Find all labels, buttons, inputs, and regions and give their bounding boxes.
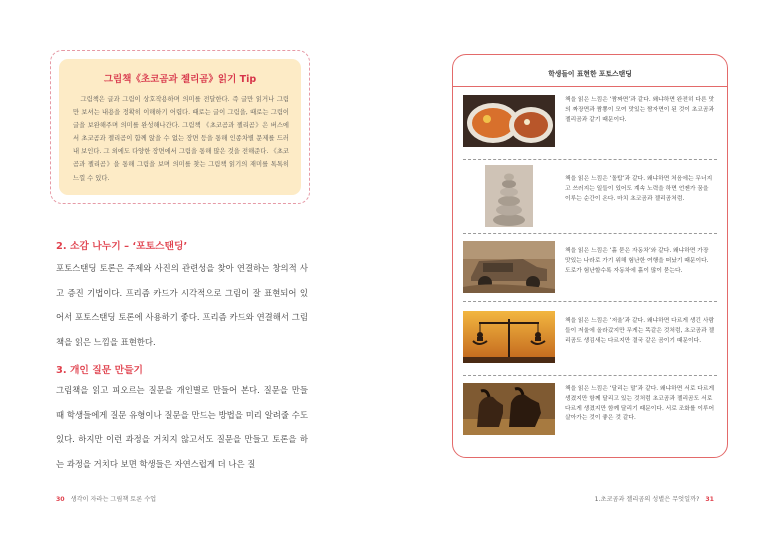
two-horses-photo-icon: [463, 383, 555, 435]
tip-box: [50, 50, 310, 204]
card-row-1: [463, 95, 717, 163]
card-row-2: [463, 165, 717, 233]
card-row-5-text: 책을 읽은 느낌은 ‘달리는 말’과 같다. 왜냐하면 서로 다르게 생겼지만 함께 달리고 있는 것처럼 초코곰과 젤리곰도 서로 다르게 생겼지만 함께 달리기 때문이다. 서로 조화를 이루어 살아가는 것이 좋은 것 같다.: [565, 386, 715, 422]
justice-scale-photo-icon: [463, 311, 555, 363]
footer-left-text: 생각이 자라는 그림책 토론 수업: [70, 496, 157, 503]
page-number-left: 30: [56, 496, 65, 503]
page-number-right: 31: [705, 496, 714, 503]
section-2-body: 포토스탠딩 토론은 주제와 사진의 관련성을 찾아 연결하는 창의적 사고 증진 기법이다. 프리즘 카드가 시각적으로 그림이 잘 표현되어 있어서 포토스탠딩 토론에 사용하기 좋다. 프리즘 카드와 연결해서 그림책을 읽은 느낌을 표현한다.: [56, 263, 308, 347]
row-separator: [463, 233, 717, 234]
card-row-3: [463, 241, 717, 309]
card-title-rule: [453, 86, 727, 87]
row-separator: [463, 301, 717, 302]
row-separator: [463, 375, 717, 376]
card-row-4: [463, 311, 717, 379]
card-row-4-text: 책을 읽은 느낌은 ‘저울’과 같다. 왜냐하면 다르게 생긴 사람들이 저울에 올라갔지만 무게는 똑같은 것처럼, 초코곰과 젤리곰도 생김새는 다르지만 결국 같은 곰이기 때문이다.: [565, 318, 715, 344]
right-page: [385, 0, 770, 546]
footer-right: [595, 494, 714, 503]
tip-box-inner: [59, 59, 301, 195]
stacked-stones-photo-icon: [485, 165, 533, 227]
footer-left: [56, 494, 156, 503]
muddy-car-photo-icon: [463, 241, 555, 293]
card-row-1-text: 책을 읽은 느낌은 ‘짬짜면’과 같다. 왜냐하면 완전히 다른 맛의 짜장면과 짬뽕이 모여 맛있는 짬자면이 된 것이 초코곰과 젤리곰과 같기 때문이다.: [565, 97, 715, 123]
card-row-5: [463, 383, 717, 451]
photo-standing-card: [452, 54, 728, 458]
food-dish-photo-icon: [463, 95, 555, 147]
card-title: 학생들이 표현한 포토스탠딩: [548, 70, 632, 78]
row-separator: [463, 159, 717, 160]
tip-title: 그림책《초코곰과 젤리곰》읽기 Tip: [103, 74, 257, 85]
footer-right-text: 1.초코곰과 젤리곰의 성별은 무엇일까?: [594, 496, 700, 503]
section-heading-2: 2. 소감 나누기 – ‘포토스탠딩’: [56, 241, 188, 252]
card-row-2-text: 책을 읽은 느낌은 ‘돌탑’과 같다. 왜냐하면 처음에는 무너지고 쓰러지는 일들이 있어도 계속 노력을 하면 언젠가 꿈을 이루는 순간이 온다. 마치 초코곰과 젤리곰처럼.: [565, 176, 713, 202]
tip-body: 그림책은 글과 그림이 상호작용하며 의미를 전달한다. 즉 글만 읽거나 그림만 보셔는 내용을 정확히 이해하기 어렵다. 때로는 글이 그림을, 때로는 그림이 글을 보완해주며 의미를 완성해나간다. 그림책 《초코곰과 젤리곰》은 버스에서 초코곰과 젤리곰이 함께 앉을 수 없는 장면 등을 통해 인종차별 문제를 드러내 보인다. 그 외에도 다양한 장면에서 그림을 통해 많은 것을 전해준다. 《초코곰과 젤리곰》을 통해 그림을 보며 의미를 찾는 그림책 읽기의 재미를 톡톡히 느낄 수 있다.: [73, 96, 289, 182]
section-heading-3: 3. 개인 질문 만들기: [56, 365, 144, 376]
section-3-body: 그림책을 읽고 피오르는 질문을 개인별로 만들어 본다. 질문을 만들 때 학생들에게 질문 유형이나 질문을 만드는 방법을 미리 알려줄 수도 있다. 하지만 이런 과정을 거치지 않고서도 질문을 만들고 토론을 하는 과정을 거치다 보면 학생들은 자연스럽게 더 나은 질: [56, 385, 308, 469]
card-row-3-text: 책을 읽은 느낌은 ‘흙 묻은 자동차’와 같다. 왜냐하면 가장 맛있는 나라로 가기 위해 험난한 여행을 떠났기 때문이다. 도로가 험난할수록 자동차에 흙이 많이 묻는다.: [565, 248, 709, 274]
